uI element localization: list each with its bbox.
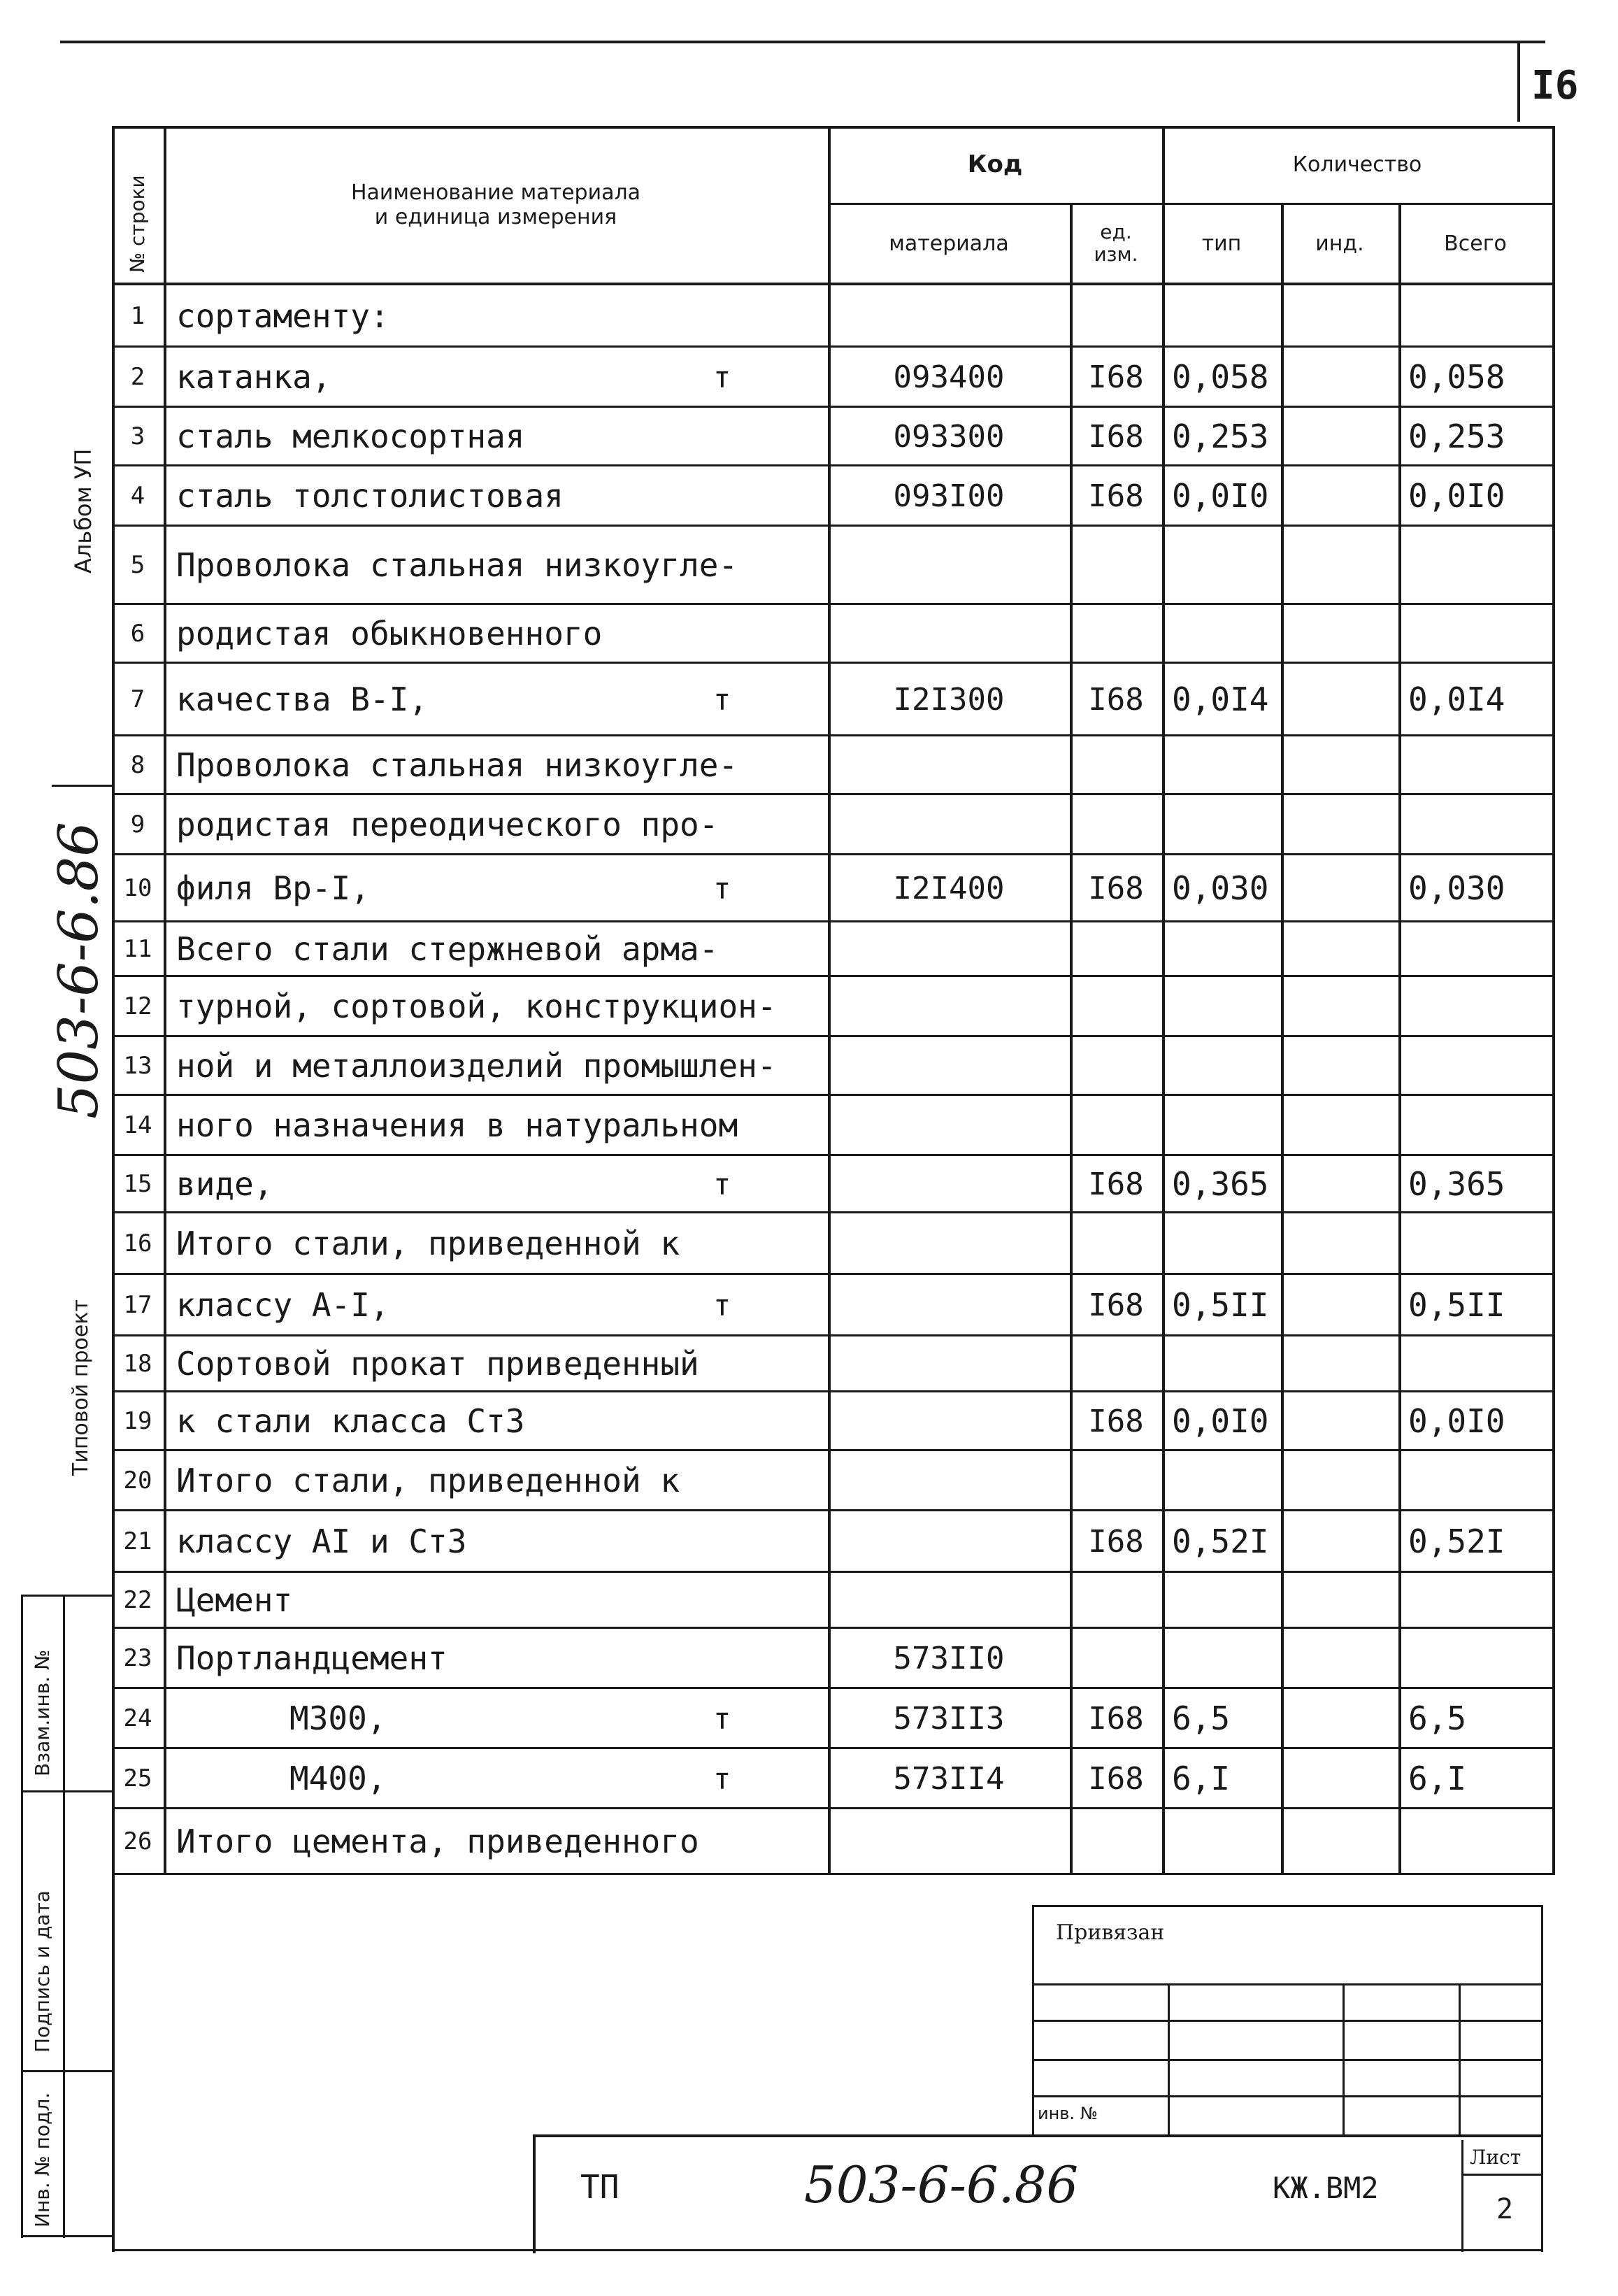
- row-number: 11: [123, 935, 152, 963]
- qty-tip: 0,253: [1172, 418, 1269, 455]
- material-name: ной и металлоизделий промышлен-: [176, 1047, 777, 1085]
- qty-tip: [1162, 794, 1281, 855]
- material-unit: т: [713, 1761, 731, 1796]
- title-block-privyazan-top: [1032, 1905, 1542, 1907]
- row-number: 13: [123, 1052, 152, 1080]
- material-name: Проволока стальная низкоугле-: [176, 746, 738, 784]
- stamp-left-mid: [63, 1595, 65, 2238]
- material-code: [828, 736, 1070, 794]
- header-qty-tip-label: тип: [1201, 231, 1242, 256]
- row-number: 2: [130, 363, 145, 391]
- qty-total: 0,253: [1408, 418, 1505, 455]
- qty-tip: [1162, 1213, 1281, 1274]
- material-name: М400,: [289, 1760, 387, 1797]
- qty-ind: [1281, 1095, 1398, 1155]
- qty-total: [1398, 1213, 1552, 1274]
- qty-ind: [1281, 663, 1398, 736]
- unit-code: I68: [1088, 1166, 1144, 1202]
- side-label-inv-podl: Инв. № подл.: [31, 2092, 54, 2227]
- qty-ind: [1281, 1450, 1398, 1511]
- unit-code: I68: [1088, 870, 1144, 906]
- qty-ind: [1281, 855, 1398, 922]
- qty-tip: [1162, 285, 1281, 347]
- unit-code: [1070, 1336, 1162, 1392]
- qty-ind: [1281, 1274, 1398, 1336]
- sheet-number: I6: [1531, 63, 1579, 108]
- material-code: [828, 1511, 1070, 1572]
- unit-code: [1070, 1095, 1162, 1155]
- row-number: 17: [123, 1291, 152, 1319]
- stamp-inv-no-label: инв. №: [1038, 2104, 1098, 2123]
- qty-total: 0,058: [1408, 358, 1505, 396]
- header-code-material: [828, 203, 1070, 284]
- row-number: 24: [123, 1704, 152, 1732]
- qty-tip: 0,0I0: [1172, 477, 1269, 515]
- qty-tip: [1162, 736, 1281, 794]
- material-unit: т: [713, 871, 731, 906]
- list-box-mid: [1461, 2174, 1542, 2176]
- qty-total: 0,0I0: [1408, 1402, 1505, 1440]
- header-sub-line: [828, 203, 1555, 205]
- material-name: родистая обыкновенного: [176, 615, 603, 653]
- header-code-material-label: материала: [889, 231, 1009, 256]
- list-box-left: [1461, 2140, 1463, 2252]
- qty-ind: [1281, 407, 1398, 466]
- qty-total: [1398, 922, 1552, 976]
- unit-code: [1070, 1572, 1162, 1628]
- row-number: 10: [123, 874, 152, 902]
- material-name: родистая переодического про-: [176, 806, 719, 843]
- unit-code: [1070, 1628, 1162, 1688]
- qty-tip: [1162, 922, 1281, 976]
- qty-total: 0,0I0: [1408, 477, 1505, 515]
- stamp-left-bottom: [21, 2235, 115, 2237]
- qty-ind: [1281, 1036, 1398, 1095]
- stamp-left-outer: [21, 1595, 23, 2238]
- qty-ind: [1281, 794, 1398, 855]
- qty-tip: 6,5: [1172, 1699, 1231, 1737]
- col-line-right: [1552, 126, 1555, 1874]
- privyazan-h3: [1032, 2059, 1542, 2061]
- qty-total: [1398, 526, 1552, 604]
- header-qty-tip: [1162, 203, 1281, 284]
- stamp-tp: ТП: [580, 2168, 620, 2206]
- qty-ind: [1281, 285, 1398, 347]
- qty-total: 0,5II: [1408, 1286, 1505, 1324]
- qty-ind: [1281, 604, 1398, 663]
- material-code: 093400: [893, 359, 1005, 395]
- material-code: [828, 1213, 1070, 1274]
- unit-code: I68: [1088, 1403, 1144, 1439]
- row-number: 6: [130, 620, 145, 648]
- material-code: [828, 1450, 1070, 1511]
- qty-total: [1398, 736, 1552, 794]
- material-code: [828, 922, 1070, 976]
- material-code: [828, 526, 1070, 604]
- privyazan-h4: [1032, 2095, 1542, 2097]
- row-number: 12: [123, 992, 152, 1020]
- col-line-tip: [1162, 126, 1165, 1874]
- side-divider-1: [52, 785, 115, 787]
- qty-total: 0,52I: [1408, 1523, 1505, 1560]
- material-code: [828, 1392, 1070, 1450]
- unit-code: [1070, 1036, 1162, 1095]
- qty-tip: [1162, 1095, 1281, 1155]
- row-number: 4: [130, 482, 145, 510]
- title-block-top: [533, 2134, 1542, 2137]
- stamp-doc-code: КЖ.ВМ2: [1273, 2171, 1379, 2205]
- qty-total: [1398, 1450, 1552, 1511]
- side-handwritten-project: 503-6-6.86: [48, 822, 110, 1119]
- material-code: I2I400: [893, 870, 1005, 906]
- row-number: 1: [130, 302, 145, 330]
- qty-total: 6,5: [1408, 1699, 1467, 1737]
- qty-total: [1398, 604, 1552, 663]
- qty-tip: [1162, 1572, 1281, 1628]
- material-code: [828, 1095, 1070, 1155]
- material-code: [828, 976, 1070, 1036]
- row-number: 15: [123, 1170, 152, 1198]
- material-name: качества В-I,: [176, 680, 429, 718]
- stamp-privyazan-label: Привязан: [1056, 1920, 1165, 1945]
- stamp-left-h2: [21, 2070, 115, 2072]
- header-quantity: [1162, 126, 1552, 203]
- qty-ind: [1281, 1511, 1398, 1572]
- header-qty-total-label: Всего: [1444, 231, 1507, 256]
- material-code: 573II4: [893, 1760, 1005, 1797]
- stamp-left-top: [21, 1595, 115, 1597]
- material-name: к стали класса Ст3: [176, 1402, 525, 1440]
- qty-total: [1398, 794, 1552, 855]
- qty-total: [1398, 976, 1552, 1036]
- qty-ind: [1281, 347, 1398, 407]
- col-line-ind: [1281, 203, 1284, 1874]
- side-label-typical-project: Типовой проект: [69, 1299, 93, 1476]
- privyazan-v1: [1168, 1983, 1170, 2134]
- header-quantity-label: Количество: [1292, 152, 1422, 177]
- unit-code: [1070, 1213, 1162, 1274]
- row-number: 14: [123, 1111, 152, 1139]
- material-name: ного назначения в натуральном: [176, 1106, 738, 1144]
- row-number: 20: [123, 1467, 152, 1495]
- unit-code: I68: [1088, 1700, 1144, 1737]
- qty-tip: 0,0I0: [1172, 1402, 1269, 1440]
- row-number: 18: [123, 1350, 152, 1378]
- qty-total: [1398, 1036, 1552, 1095]
- row-number: 22: [123, 1586, 152, 1614]
- material-unit: т: [713, 1288, 731, 1322]
- material-code: [828, 1572, 1070, 1628]
- col-line-name: [164, 126, 166, 1874]
- qty-tip: [1162, 604, 1281, 663]
- material-unit: т: [713, 359, 731, 394]
- row-number: 7: [130, 685, 145, 713]
- qty-ind: [1281, 1628, 1398, 1688]
- header-row-number-label: № строки: [126, 175, 149, 273]
- material-name: классу АI и Ст3: [176, 1523, 467, 1560]
- material-code: [828, 1336, 1070, 1392]
- row-number: 19: [123, 1407, 152, 1435]
- qty-total: 0,030: [1408, 869, 1505, 907]
- qty-ind: [1281, 1213, 1398, 1274]
- material-name: Всего стали стержневой арма-: [176, 930, 719, 968]
- col-line-ed: [1070, 203, 1073, 1874]
- qty-tip: [1162, 1450, 1281, 1511]
- qty-tip: 0,058: [1172, 358, 1269, 396]
- material-code: [828, 1274, 1070, 1336]
- material-name: Цемент: [176, 1581, 293, 1619]
- qty-ind: [1281, 526, 1398, 604]
- material-unit: т: [713, 1701, 731, 1736]
- row-divider: [112, 1873, 1555, 1875]
- qty-total: [1398, 1628, 1552, 1688]
- material-code: 573II0: [893, 1640, 1005, 1676]
- qty-ind: [1281, 1392, 1398, 1450]
- material-name: филя Вр-I,: [176, 869, 370, 907]
- qty-ind: [1281, 1155, 1398, 1213]
- header-name: [164, 126, 828, 284]
- material-name: классу А-I,: [176, 1286, 389, 1324]
- qty-total: [1398, 1809, 1552, 1874]
- material-code: 093300: [893, 418, 1005, 455]
- qty-tip: [1162, 976, 1281, 1036]
- title-block-left: [533, 2134, 536, 2253]
- material-name: сталь толстолистовая: [176, 477, 564, 515]
- header-code-unit: [1070, 203, 1162, 284]
- qty-tip: [1162, 1336, 1281, 1392]
- qty-tip: [1162, 526, 1281, 604]
- header-qty-ind: [1281, 203, 1398, 284]
- side-label-vzam-inv: Взам.инв. №: [31, 1649, 54, 1776]
- unit-code: [1070, 285, 1162, 347]
- qty-ind: [1281, 1688, 1398, 1748]
- unit-code: I68: [1088, 478, 1144, 514]
- side-label-album: Альбом УП: [70, 448, 96, 573]
- unit-code: I68: [1088, 1523, 1144, 1560]
- header-row-number: [112, 126, 164, 284]
- row-number: 9: [130, 811, 145, 839]
- row-number: 5: [130, 551, 145, 579]
- material-code: [828, 1809, 1070, 1874]
- qty-tip: [1162, 1809, 1281, 1874]
- privyazan-h2: [1032, 2020, 1542, 2022]
- unit-code: [1070, 604, 1162, 663]
- material-code: [828, 794, 1070, 855]
- qty-ind: [1281, 1572, 1398, 1628]
- qty-tip: [1162, 1036, 1281, 1095]
- unit-code: I68: [1088, 1760, 1144, 1797]
- unit-code: I68: [1088, 681, 1144, 718]
- material-code: [828, 285, 1070, 347]
- qty-total: 0,0I4: [1408, 680, 1505, 718]
- header-name-label: Наименование материала и единица измерения: [350, 180, 641, 229]
- col-line-code: [828, 126, 831, 1874]
- qty-tip: 0,030: [1172, 869, 1269, 907]
- qty-tip: 0,5II: [1172, 1286, 1269, 1324]
- unit-code: [1070, 976, 1162, 1036]
- row-number: 26: [123, 1827, 152, 1855]
- unit-code: I68: [1088, 1287, 1144, 1323]
- stamp-left-h1: [21, 1790, 115, 1792]
- qty-total: [1398, 1572, 1552, 1628]
- material-unit: т: [713, 1167, 731, 1202]
- unit-code: [1070, 794, 1162, 855]
- qty-total: [1398, 1336, 1552, 1392]
- table-top-border: [112, 126, 1555, 129]
- qty-ind: [1281, 466, 1398, 526]
- stamp-list-number: 2: [1496, 2193, 1514, 2225]
- material-name: Итого цемента, приведенного: [176, 1823, 699, 1860]
- unit-code: [1070, 1450, 1162, 1511]
- material-code: I2I300: [893, 681, 1005, 718]
- material-name: Итого стали, приведенной к: [176, 1462, 680, 1499]
- qty-ind: [1281, 976, 1398, 1036]
- header-code: [828, 126, 1162, 203]
- row-number: 8: [130, 751, 145, 779]
- header-code-unit-label: ед. изм.: [1094, 220, 1138, 266]
- qty-total: 0,365: [1408, 1165, 1505, 1203]
- unit-code: I68: [1088, 418, 1144, 455]
- material-unit: т: [713, 682, 731, 717]
- material-name: Итого стали, приведенной к: [176, 1225, 680, 1262]
- material-name: сталь мелкосортная: [176, 418, 525, 455]
- material-code: [828, 1155, 1070, 1213]
- qty-tip: 0,0I4: [1172, 680, 1269, 718]
- material-name: Сортовой прокат приведенный: [176, 1345, 699, 1383]
- material-name: Проволока стальная низкоугле-: [176, 546, 738, 584]
- privyazan-h1: [1032, 1983, 1542, 1985]
- privyazan-v3: [1459, 1983, 1461, 2134]
- row-number: 23: [123, 1644, 152, 1672]
- material-code: [828, 604, 1070, 663]
- side-label-podpis-data: Подпись и дата: [31, 1890, 54, 2053]
- row-number: 16: [123, 1229, 152, 1257]
- unit-code: [1070, 736, 1162, 794]
- material-name: катанка,: [176, 358, 331, 396]
- left-frame-line: [112, 126, 115, 2252]
- material-code: 573II3: [893, 1700, 1005, 1737]
- material-code: 093I00: [893, 478, 1005, 514]
- header-qty-total: [1398, 203, 1552, 284]
- col-line-total: [1398, 203, 1401, 1874]
- qty-ind: [1281, 1748, 1398, 1809]
- qty-ind: [1281, 922, 1398, 976]
- qty-ind: [1281, 1336, 1398, 1392]
- privyazan-v2: [1343, 1983, 1345, 2134]
- qty-tip: [1162, 1628, 1281, 1688]
- title-block-privyazan-right: [1541, 1905, 1543, 2252]
- material-name: сортаменту:: [176, 297, 389, 335]
- unit-code: I68: [1088, 359, 1144, 395]
- qty-total: [1398, 1095, 1552, 1155]
- row-number: 21: [123, 1527, 152, 1555]
- qty-tip: 0,52I: [1172, 1523, 1269, 1560]
- qty-total: 6,I: [1408, 1760, 1467, 1797]
- material-name: турной, сортовой, конструкцион-: [176, 987, 777, 1025]
- material-name: Портландцемент: [176, 1639, 448, 1677]
- qty-ind: [1281, 1809, 1398, 1874]
- stamp-list-label: Лист: [1470, 2146, 1522, 2169]
- header-qty-ind-label: инд.: [1315, 231, 1364, 256]
- row-number: 25: [123, 1764, 152, 1792]
- material-code: [828, 1036, 1070, 1095]
- qty-total: [1398, 285, 1552, 347]
- material-name: М300,: [289, 1699, 387, 1737]
- qty-ind: [1281, 736, 1398, 794]
- qty-tip: 0,365: [1172, 1165, 1269, 1203]
- qty-tip: 6,I: [1172, 1760, 1231, 1797]
- title-block-bottom-line: [112, 2249, 1542, 2251]
- unit-code: [1070, 922, 1162, 976]
- material-name: виде,: [176, 1165, 273, 1203]
- row-number: 3: [130, 422, 145, 450]
- unit-code: [1070, 1809, 1162, 1874]
- unit-code: [1070, 526, 1162, 604]
- header-code-label: Код: [967, 150, 1023, 178]
- stamp-project-number: 503-6-6.86: [804, 2155, 1079, 2214]
